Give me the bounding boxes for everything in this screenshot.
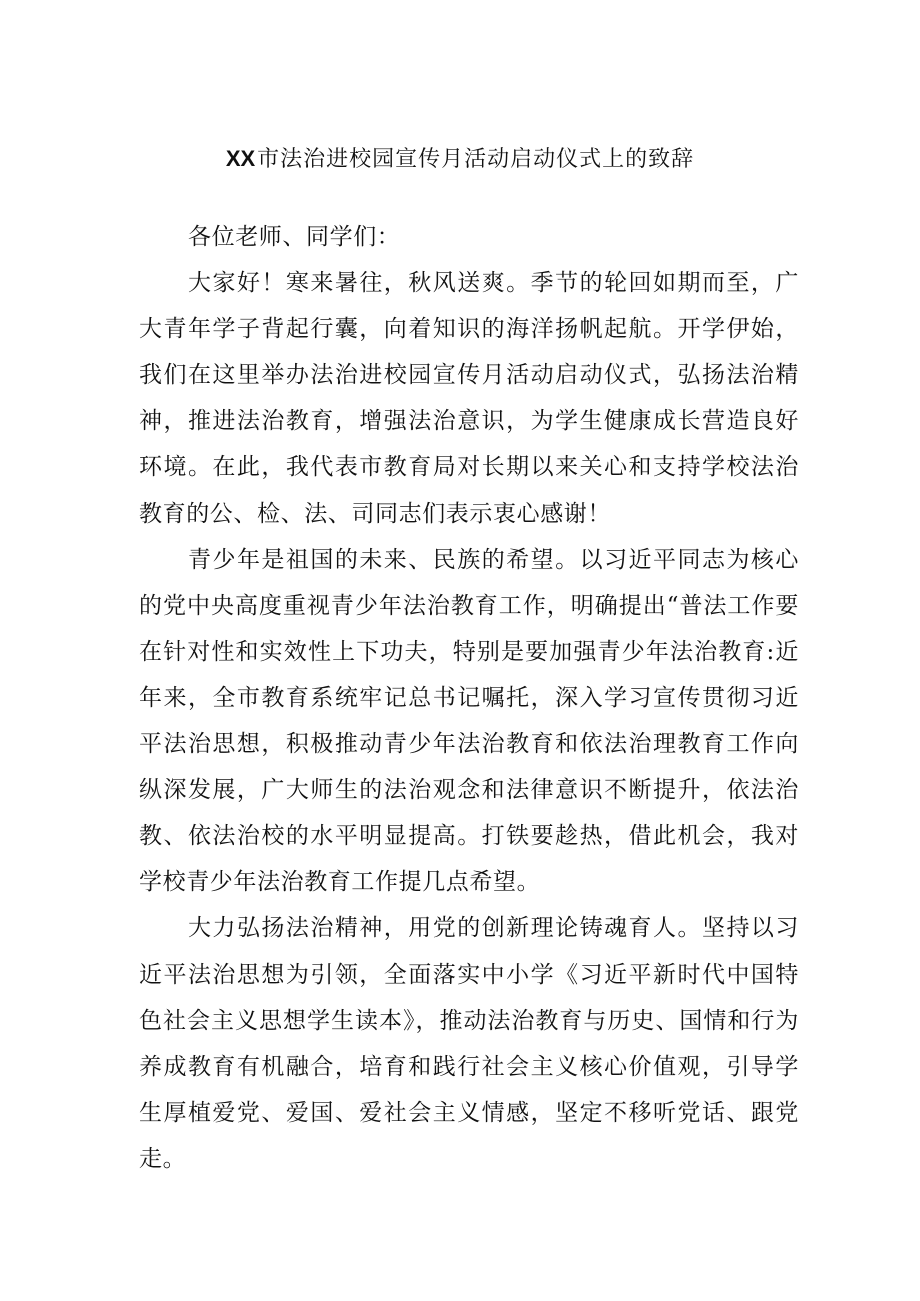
title-prefix: XX (225, 146, 256, 171)
document-body (139, 214, 799, 1182)
salutation: 各位老师、同学们： (188, 224, 401, 250)
paragraph-2: 青少年是祖国的未来、民族的希望。以习近平同志为核心的党中央高度重视青少年法治教育工作，明确提出“普法工作要在针对性和实效性上下功夫，特别是要加强青少年法治教育:近年来，全市教育系统牢记总书记嘱托，深入学习宣传贯彻习近平法治思想，积极推动青少年法治教育和依法治理教育工作向纵深发展，广大师生的法治观念和法律意识不断提升，依法治教、依法治校的水平明显提高。打铁要趁热，借此机会，我对学校青少年法治教育工作提几点希望。 (139, 546, 799, 896)
document-title (0, 142, 920, 177)
paragraph-3: 大力弘扬法治精神，用党的创新理论铸魂育人。坚持以习近平法治思想为引领，全面落实中小学《习近平新时代中国特色社会主义思想学生读本》，推动法治教育与历史、国情和行为养成教育有机融合，培育和践行社会主义核心价值观，引导学生厚植爱党、爱国、爱社会主义情感，坚定不移听党话、跟党走。 (139, 915, 799, 1172)
title-text: 市法治进校园宣传月活动启动仪式上的致辞 (257, 147, 695, 172)
paragraph-1: 大家好！寒来暑往，秋风送爽。季节的轮回如期而至，广大青年学子背起行囊，向着知识的海洋扬帆起航。开学伊始，我们在这里举办法治进校园宣传月活动启动仪式，弘扬法治精神，推进法治教育，增强法治意识，为学生健康成长营造良好环境。在此，我代表市教育局对长期以来关心和支持学校法治教育的公、检、法、司同志们表示衷心感谢！ (139, 270, 799, 527)
